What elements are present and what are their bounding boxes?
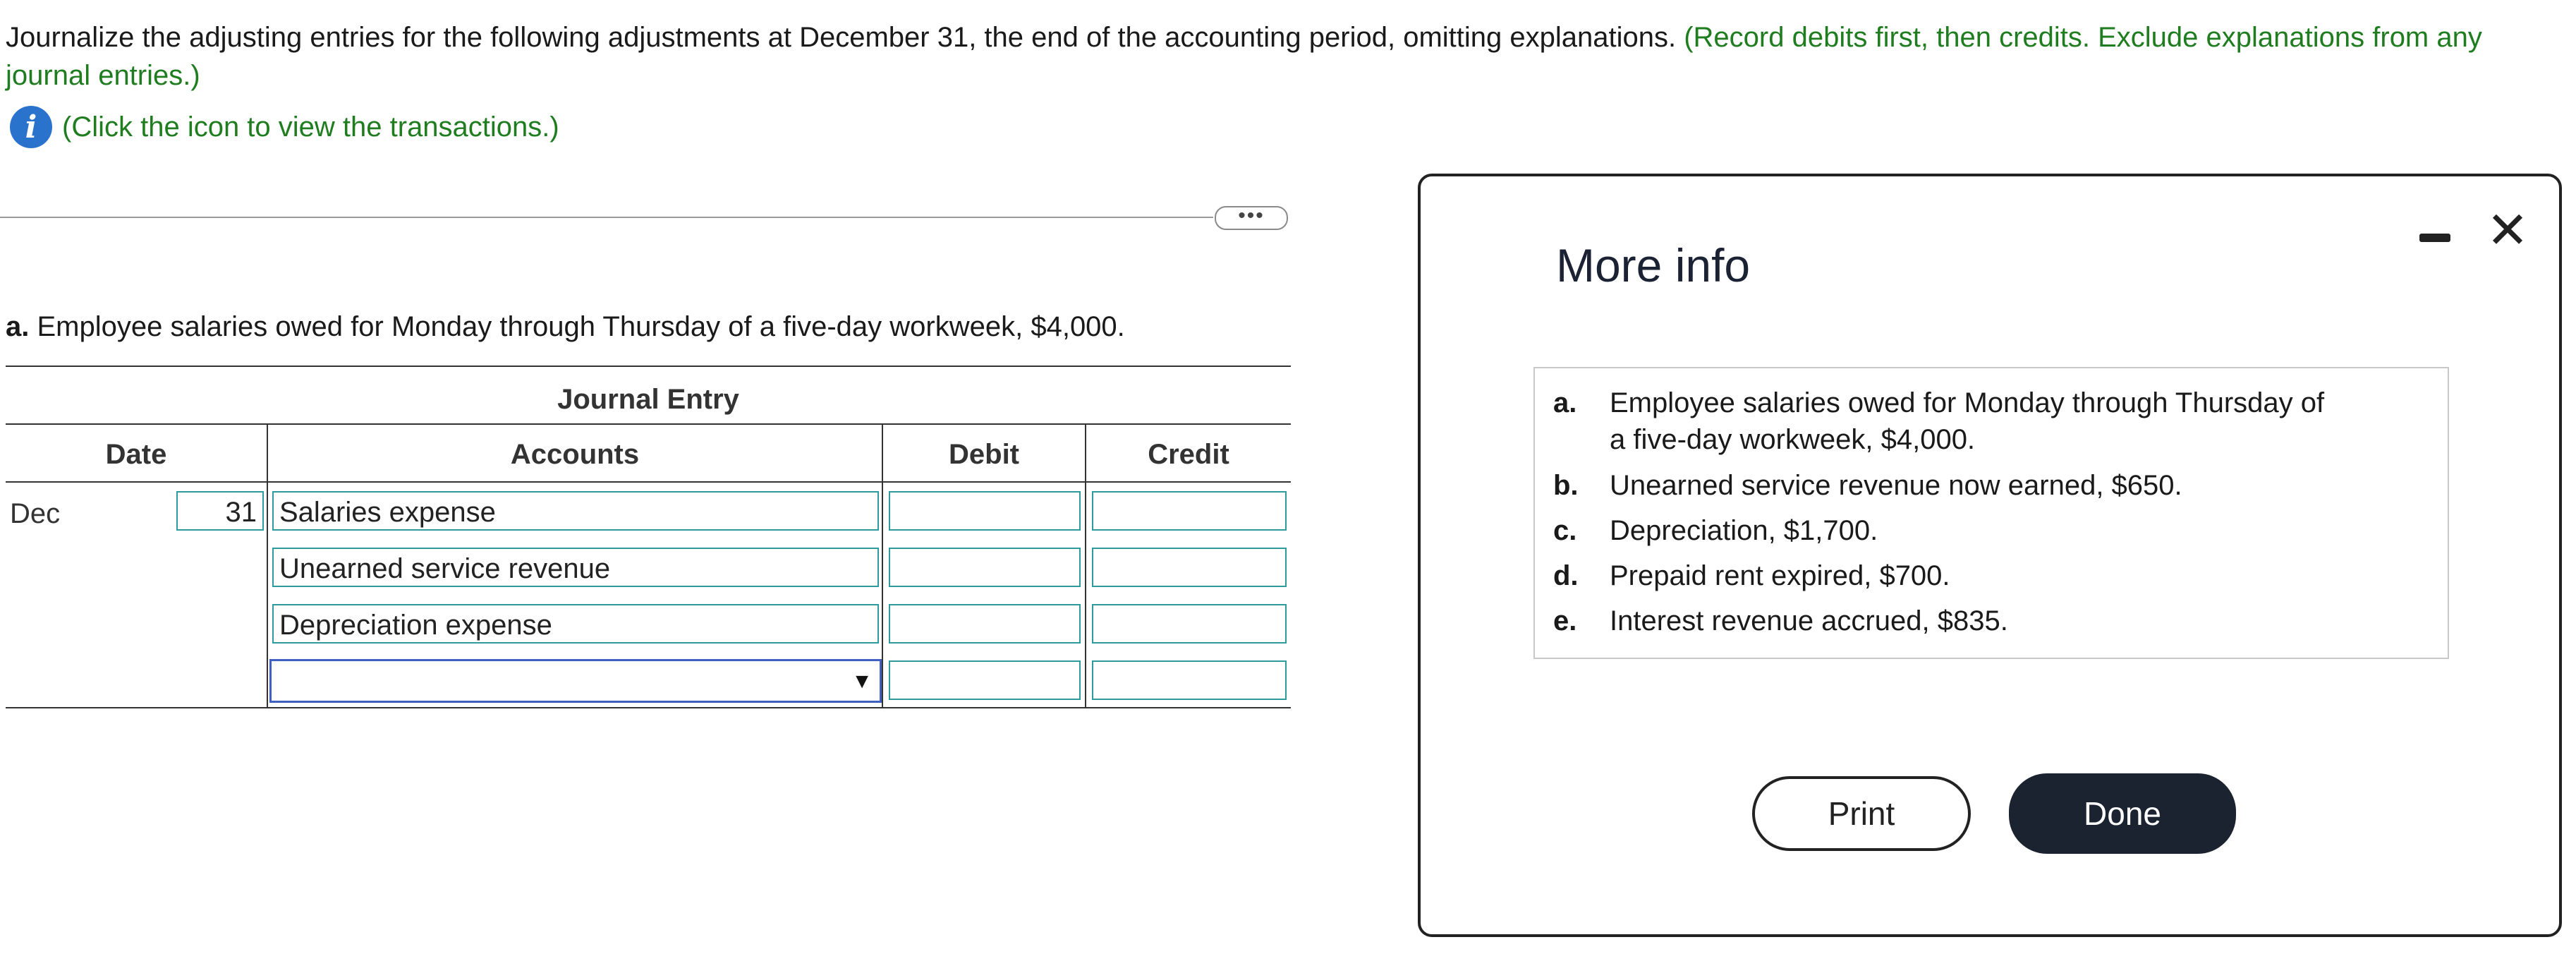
print-button[interactable]: Print: [1752, 776, 1971, 851]
modal-title: More info: [1556, 239, 1751, 291]
credit-input-2[interactable]: [1092, 548, 1287, 587]
instructions: [6, 18, 2545, 95]
expand-more-button[interactable]: •••: [1215, 206, 1288, 230]
journal-title: Journal Entry: [557, 384, 739, 415]
info-icon[interactable]: i: [10, 106, 52, 148]
question-text: [6, 311, 1125, 343]
date-day-input[interactable]: 31: [176, 491, 264, 531]
view-transactions-link[interactable]: [10, 104, 559, 150]
header-date: Date: [105, 439, 167, 470]
debit-input-1[interactable]: [889, 491, 1081, 531]
instructions-main: Journalize the adjusting entries for the following adjustments at December 31, the end of the accounting period, omitting explanations.: [6, 22, 1677, 53]
date-month: Dec: [10, 498, 61, 529]
account-input-2[interactable]: Unearned service revenue: [272, 548, 879, 587]
header-credit: Credit: [1148, 439, 1229, 470]
dropdown-arrow-icon[interactable]: ▼: [851, 670, 873, 693]
credit-input-3[interactable]: [1092, 604, 1287, 644]
view-transactions-text[interactable]: (Click the icon to view the transactions.): [62, 111, 559, 143]
instructions-note: (Record debits first, then credits. Exclude explanations from any journal entries.): [6, 22, 2482, 91]
credit-input-1[interactable]: [1092, 491, 1287, 531]
minimize-icon[interactable]: [2419, 234, 2450, 242]
question-letter: a.: [6, 311, 30, 342]
debit-input-4[interactable]: [889, 660, 1081, 700]
header-accounts: Accounts: [510, 439, 640, 470]
debit-input-2[interactable]: [889, 548, 1081, 587]
credit-input-4[interactable]: [1092, 660, 1287, 700]
account-input-3[interactable]: Depreciation expense: [272, 604, 879, 644]
header-debit: Debit: [949, 439, 1019, 470]
account-dropdown-4[interactable]: [269, 659, 882, 703]
question-body: Employee salaries owed for Monday through Thursday of a five-day workweek, $4,000.: [37, 311, 1125, 342]
debit-input-3[interactable]: [889, 604, 1081, 644]
done-button[interactable]: Done: [2009, 773, 2236, 854]
section-divider: [0, 217, 1213, 218]
close-icon[interactable]: ✕: [2486, 203, 2529, 259]
account-input-1[interactable]: Salaries expense: [272, 491, 879, 531]
